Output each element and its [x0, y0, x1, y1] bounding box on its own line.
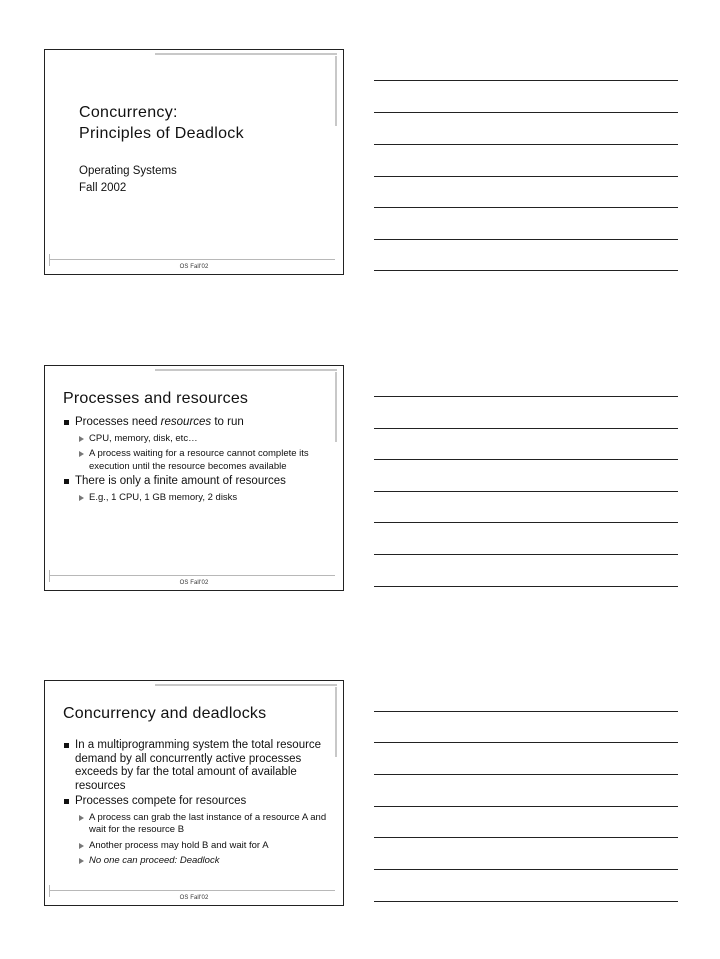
- slide-3: [44, 680, 344, 906]
- notes-line: [374, 112, 678, 113]
- slide-footer: OS Fall'02: [179, 264, 209, 270]
- notes-line: [374, 396, 678, 397]
- slide-2: [44, 365, 344, 591]
- subtitle-line-2: Fall 2002: [79, 182, 127, 194]
- sub-bullet-item: Another process may hold B and wait for A: [63, 840, 333, 853]
- notes-line: [374, 270, 678, 271]
- decorative-bottom-rule: [49, 575, 335, 576]
- notes-line: [374, 806, 678, 807]
- subtitle-line-1: Operating Systems: [79, 165, 177, 177]
- sub-bullet-item: CPU, memory, disk, etc…: [63, 433, 333, 446]
- notes-line: [374, 837, 678, 838]
- slide-1-subtitle: [79, 163, 177, 197]
- notes-line: [374, 742, 678, 743]
- slide-footer: OS Fall'02: [179, 580, 209, 586]
- decorative-top-rule: [155, 53, 337, 55]
- notes-line: [374, 459, 678, 460]
- sub-bullet-item: A process waiting for a resource cannot complete its execution until the resource becomes available: [63, 448, 333, 473]
- title-line-2: Principles of Deadlock: [79, 125, 244, 142]
- slide-3-body: [63, 739, 333, 870]
- notes-line: [374, 774, 678, 775]
- notes-line: [374, 554, 678, 555]
- slide-2-body: [63, 416, 333, 506]
- title-line-1: Concurrency:: [79, 104, 178, 121]
- sub-bullet-item: E.g., 1 CPU, 1 GB memory, 2 disks: [63, 492, 333, 505]
- decorative-right-rule: [335, 56, 337, 126]
- slide-footer: OS Fall'02: [179, 895, 209, 901]
- notes-line: [374, 239, 678, 240]
- decorative-top-rule: [155, 684, 337, 686]
- decorative-right-rule: [335, 687, 337, 757]
- bullet-item: In a multiprogramming system the total resource demand by all concurrently active processes exceeds by far the total amount of available resources: [63, 739, 333, 793]
- decorative-bottom-rule: [49, 259, 335, 260]
- notes-line: [374, 711, 678, 712]
- slide-1: [44, 49, 344, 275]
- slide-2-title: Processes and resources: [63, 390, 249, 407]
- decorative-right-rule: [335, 372, 337, 442]
- bullet-item: Processes compete for resources: [63, 795, 333, 809]
- notes-line: [374, 522, 678, 523]
- notes-line: [374, 80, 678, 81]
- sub-bullet-item: No one can proceed: Deadlock: [63, 855, 333, 868]
- bullet-item: Processes need resources to run: [63, 416, 333, 430]
- decorative-bottom-rule: [49, 890, 335, 891]
- bullet-item: There is only a finite amount of resources: [63, 475, 333, 489]
- notes-line: [374, 901, 678, 902]
- slide-1-title: [79, 102, 244, 144]
- notes-line: [374, 144, 678, 145]
- notes-line: [374, 869, 678, 870]
- notes-line: [374, 428, 678, 429]
- decorative-top-rule: [155, 369, 337, 371]
- notes-line: [374, 491, 678, 492]
- notes-line: [374, 176, 678, 177]
- sub-bullet-item: A process can grab the last instance of a resource A and wait for the resource B: [63, 812, 333, 837]
- slide-3-title: Concurrency and deadlocks: [63, 705, 267, 722]
- notes-line: [374, 207, 678, 208]
- notes-line: [374, 586, 678, 587]
